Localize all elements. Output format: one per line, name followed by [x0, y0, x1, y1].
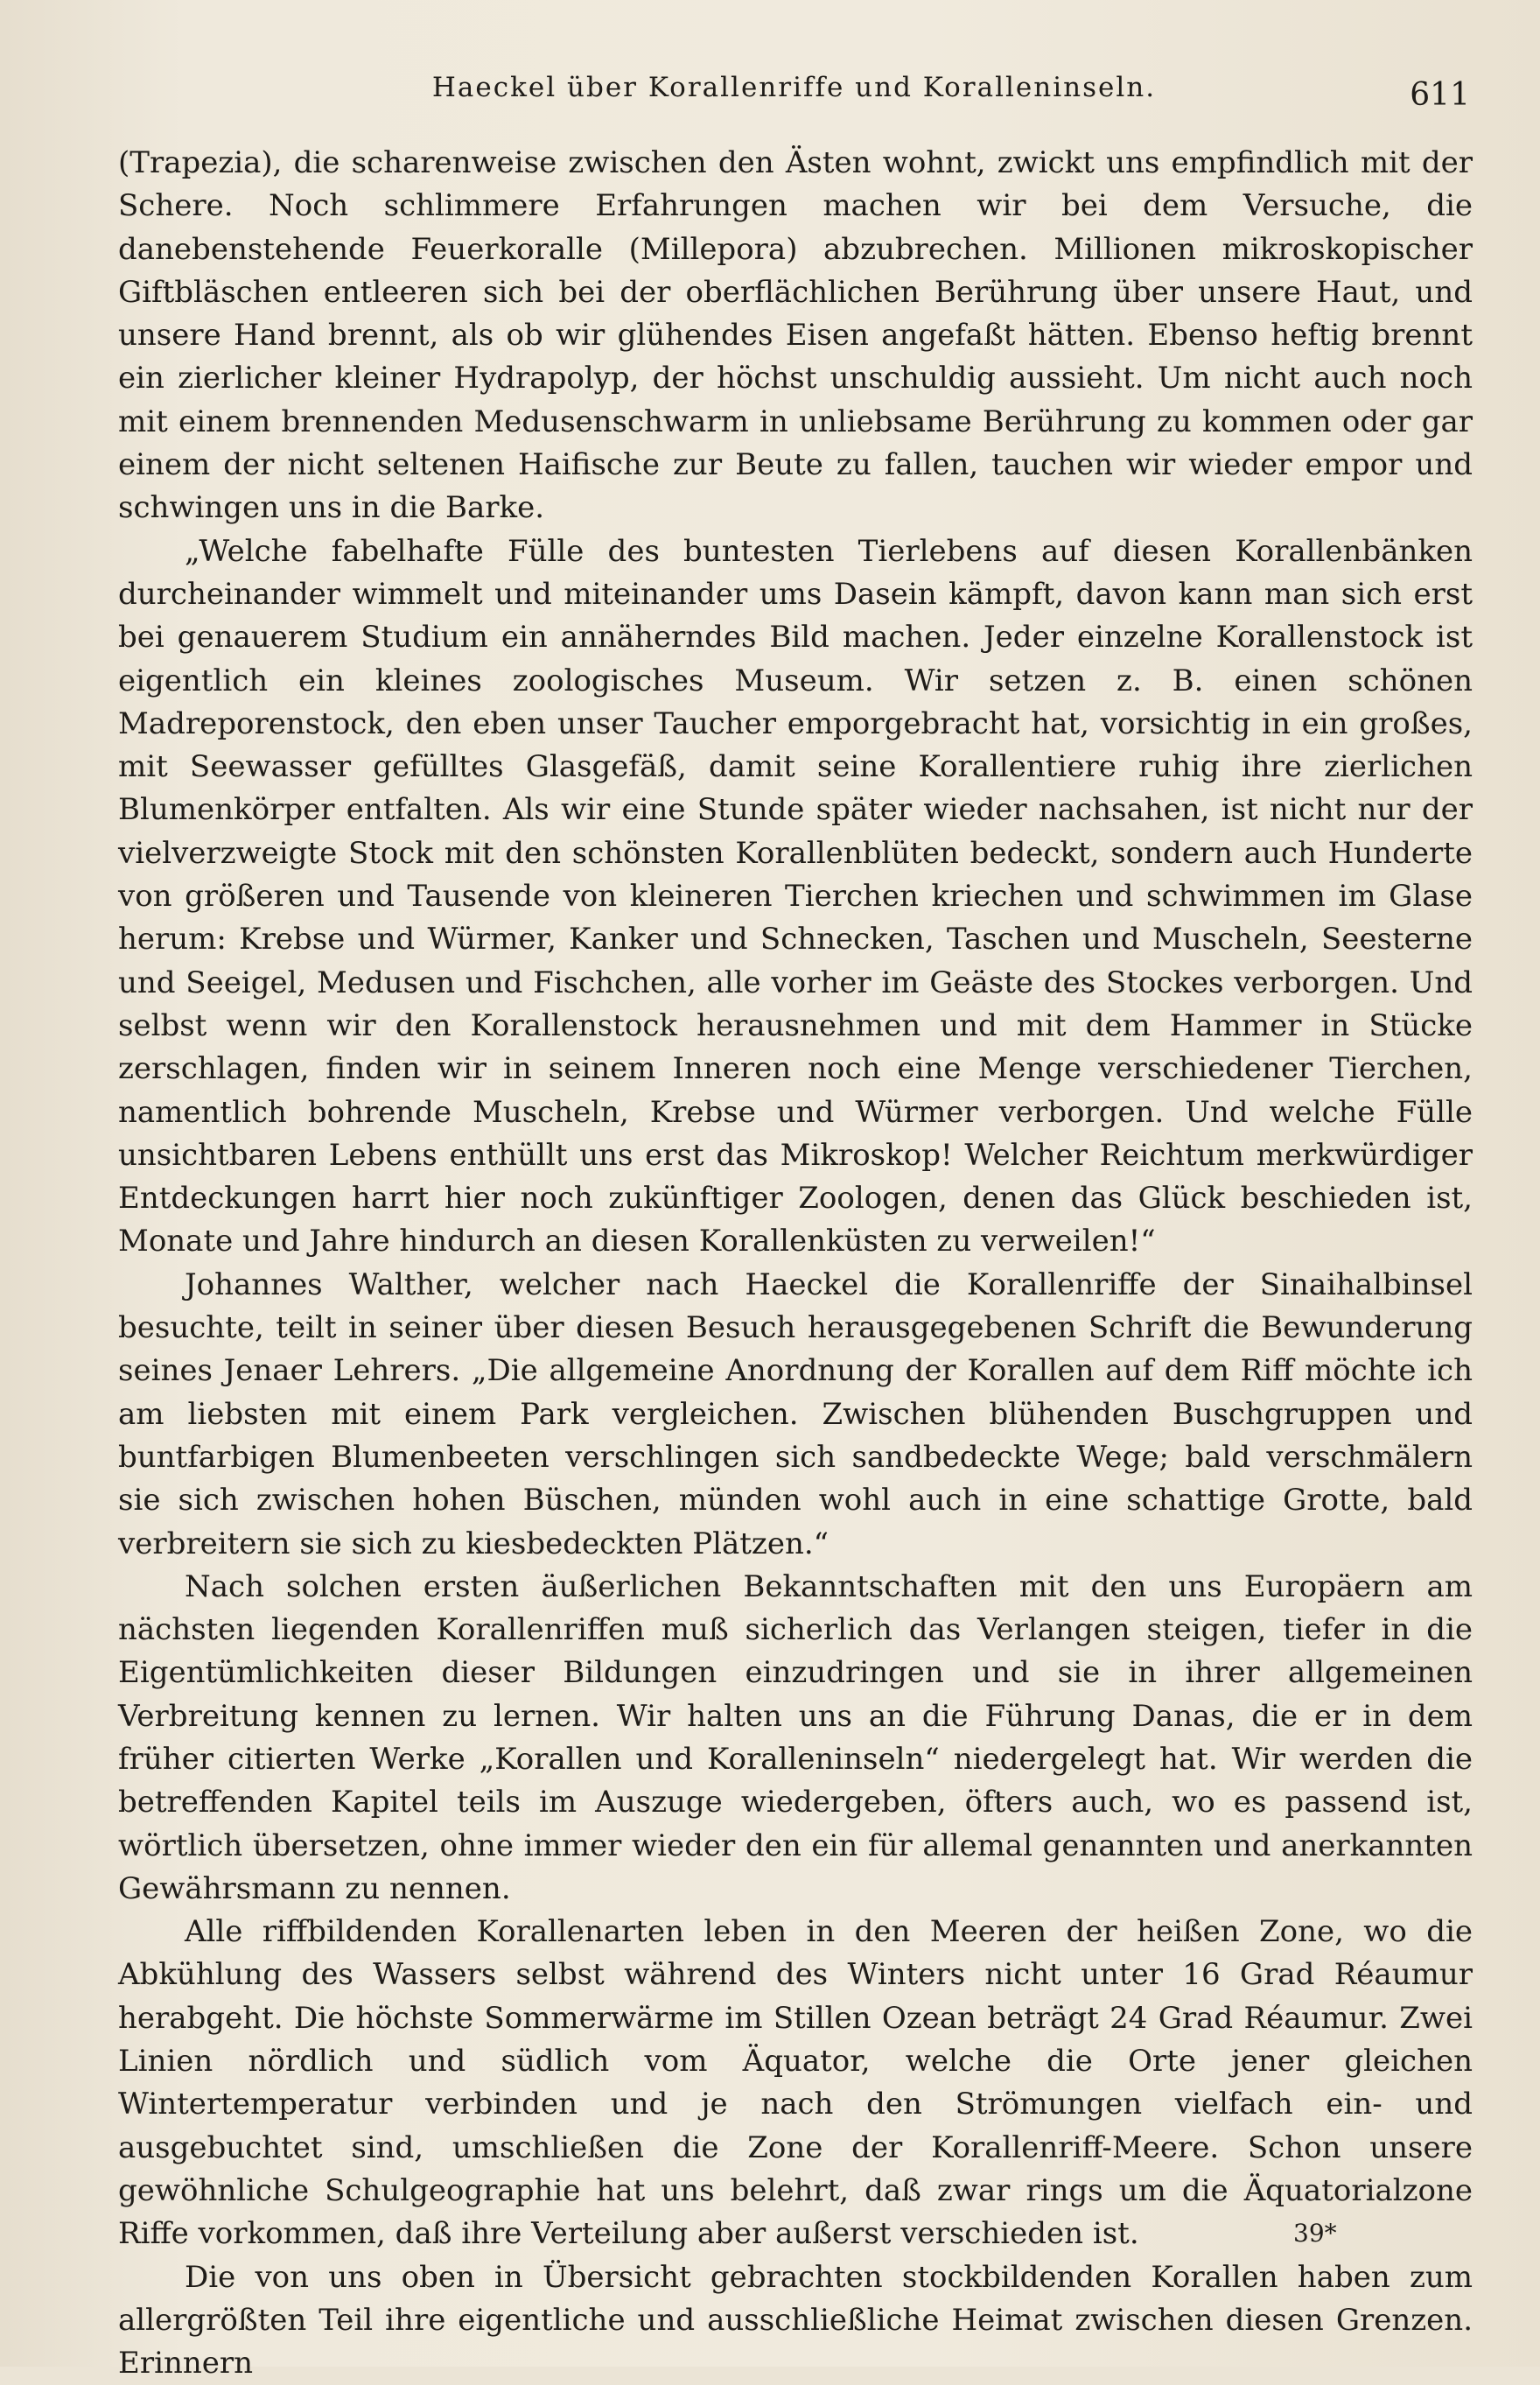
page-number: 611	[1410, 77, 1470, 113]
body-text	[118, 142, 1473, 2385]
sheet-signature: 39*	[1293, 2219, 1337, 2248]
paragraph: Nach solchen ersten äußerlichen Bekanntschaften mit den uns Europäern am nächsten liegenden Korallenriffen muß sicherlich das Verlangen steigen, tiefer in die Eigentümlichkeiten dieser Bildungen einzudringen und sie in ihrer allgemeinen Verbreitung kennen zu lernen. Wir halten uns an die Führung Danas, die er in dem früher citierten Werke „Korallen und Koralleninseln“ niedergelegt hat. Wir werden die betreffenden Kapitel teils im Auszuge wiedergeben, öfters auch, wo es passend ist, wörtlich übersetzen, ohne immer wieder den ein für allemal genannten und anerkannten Gewährsmann zu nennen.	[118, 1568, 1473, 1906]
paragraph: (Trapezia), die scharenweise zwischen den Ästen wohnt, zwickt uns empfindlich mit der Schere. Noch schlimmere Erfahrungen machen wir bei dem Versuche, die danebenstehende Feuerkoralle (Millepora) abzubrechen. Millionen mikroskopischer Giftbläschen entleeren sich bei der oberflächlichen Berührung über unsere Haut, und unsere Hand brennt, als ob wir glühendes Eisen angefaßt hätten. Ebenso heftig brennt ein zierlicher kleiner Hydrapolyp, der höchst unschuldig aussieht. Um nicht auch noch mit einem brennenden Medusenschwarm in unliebsame Berührung zu kommen oder gar einem der nicht seltenen Haifische zur Beute zu fallen, tauchen wir wieder empor und schwingen uns in die Barke.	[118, 145, 1473, 526]
page-header	[118, 72, 1470, 124]
paragraph: Alle riffbildenden Korallenarten leben in den Meeren der heißen Zone, wo die Abkühlung des Wassers selbst während des Winters nicht unter 16 Grad Réaumur herabgeht. Die höchste Sommerwärme im Stillen Ozean beträgt 24 Grad Réaumur. Zwei Linien nördlich und südlich vom Äquator, welche die Orte jener gleichen Wintertemperatur verbinden und je nach den Strömungen vielfach ein- und ausgebuchtet sind, umschließen die Zone der Korallenriff-Meere. Schon unsere gewöhnliche Schulgeographie hat uns belehrt, daß zwar rings um die Äquatorialzone Riffe vorkommen, daß ihre Verteilung aber außerst verschieden ist.	[118, 1914, 1473, 2252]
paragraph: Johannes Walther, welcher nach Haeckel die Korallenriffe der Sinaihalbinsel besuchte, teilt in seiner über diesen Besuch herausgegebenen Schrift die Bewunderung seines Jenaer Lehrers. „Die allgemeine Anordnung der Korallen auf dem Riff möchte ich am liebsten mit einem Park vergleichen. Zwischen blühenden Buschgruppen und buntfarbigen Blumenbeeten verschlingen sich sandbedeckte Wege; bald verschmälern sie sich zwischen hohen Büschen, münden wohl auch in eine schattige Grotte, bald verbreitern sie sich zu kiesbedeckten Plätzen.“	[118, 1266, 1473, 1561]
running-title: Haeckel über Korallenriffe und Koralleninseln.	[431, 72, 1157, 103]
paragraph: „Welche fabelhafte Fülle des buntesten Tierlebens auf diesen Korallenbänken durcheinander wimmelt und miteinander ums Dasein kämpft, davon kann man sich erst bei genauerem Studium ein annäherndes Bild machen. Jeder einzelne Korallenstock ist eigentlich ein kleines zoologisches Museum. Wir setzen z. B. einen schönen Madreporenstock, den eben unser Taucher emporgebracht hat, vorsichtig in ein großes, mit Seewasser gefülltes Glasgefäß, damit seine Korallentiere ruhig ihre zierlichen Blumenkörper entfalten. Als wir eine Stunde später wieder nachsahen, ist nicht nur der vielverzweigte Stock mit den schönsten Korallenblüten bedeckt, sondern auch Hunderte von größeren und Tausende von kleineren Tierchen kriechen und schwimmen im Glase herum: Krebse und Würmer, Kanker und Schnecken, Taschen und Muscheln, Seesterne und Seeigel, Medusen und Fischchen, alle vorher im Geäste des Stockes verborgen. Und selbst wenn wir den Korallenstock herausnehmen und mit dem Hammer in Stücke zerschlagen, finden wir in seinem Inneren noch eine Menge verschiedener Tierchen, namentlich bohrende Muscheln, Krebse und Würmer verborgen. Und welche Fülle unsichtbaren Lebens enthüllt uns erst das Mikroskop! Welcher Reichtum merkwürdiger Entdeckungen harrt hier noch zukünftiger Zoologen, denen das Glück beschieden ist, Monate und Jahre hindurch an diesen Korallenküsten zu verweilen!“	[118, 533, 1473, 1259]
paragraph: Die von uns oben in Übersicht gebrachten stockbildenden Korallen haben zum allergrößten Teil ihre eigentliche und ausschließliche Heimat zwischen diesen Grenzen. Erinnern	[118, 2259, 1473, 2381]
